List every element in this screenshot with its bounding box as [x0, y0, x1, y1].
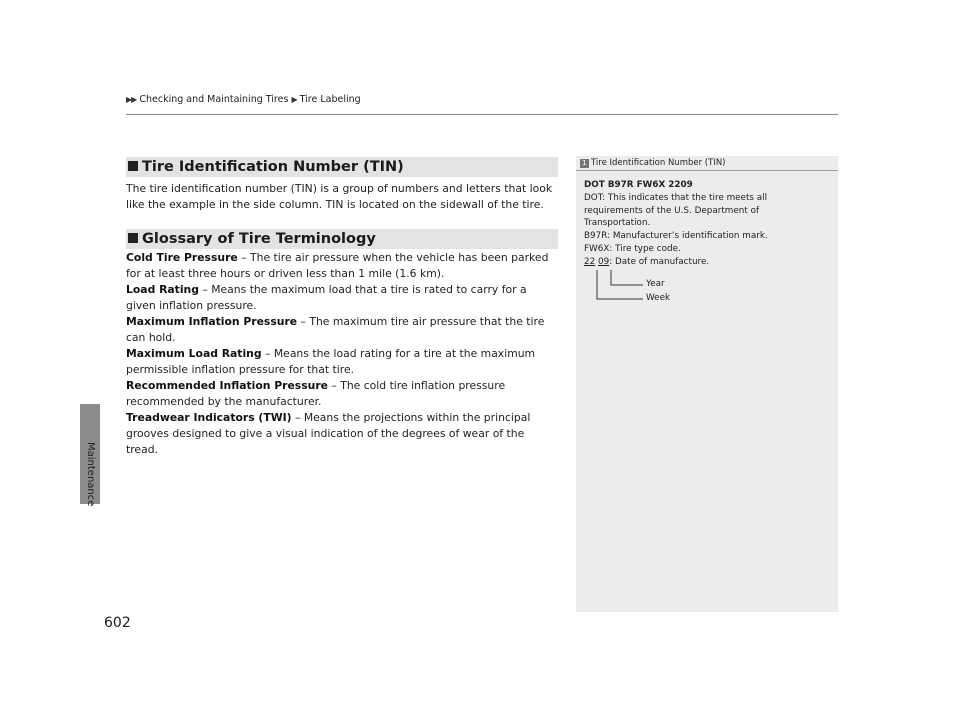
glossary-definition: – The maximum tire air pressure that the tire can hold. — [126, 315, 545, 344]
glossary-list — [126, 250, 558, 458]
sidebar-line: B97R: Manufacturer’s identification mark. — [584, 231, 768, 242]
glossary-item — [126, 282, 558, 314]
glossary-term: Load Rating — [126, 283, 199, 296]
section-heading-tin — [126, 157, 558, 177]
glossary-definition: – Means the maximum load that a tire is rated to carry for a given inflation pressure. — [126, 283, 527, 312]
glossary-term: Cold Tire Pressure — [126, 251, 238, 264]
week-label: Week — [646, 293, 671, 303]
glossary-definition: – The cold tire inflation pressure recommended by the manufacturer. — [126, 379, 506, 408]
section-heading-glossary — [126, 229, 558, 249]
breadcrumb-item-1[interactable]: Checking and Maintaining Tires — [139, 94, 289, 105]
breadcrumb — [126, 94, 361, 105]
date-suffix: : Date of manufacture. — [609, 256, 710, 267]
glossary-definition: – Means the load rating for a tire at the maximum permissible inflation pressure for that tire. — [126, 347, 536, 376]
glossary-item — [126, 346, 558, 378]
glossary-item — [126, 250, 558, 282]
sidebar-body — [584, 179, 834, 269]
tin-code-example: DOT B97R FW6X 2209 — [584, 180, 693, 190]
sidebar-line: Transportation. — [584, 218, 651, 229]
glossary-item — [126, 378, 558, 410]
sidebar-line: requirements of the U.S. Department of — [584, 205, 760, 216]
glossary-definition: – The tire air pressure when the vehicle has been parked for at least three hours or driven less than 1 mile (1.6 km). — [126, 251, 549, 280]
sidebar-title-text: Tire Identification Number (TIN) — [591, 158, 726, 168]
breadcrumb-arrow-icon: ▶ — [291, 95, 297, 104]
glossary-term: Recommended Inflation Pressure — [126, 379, 328, 392]
date-bracket-diagram — [576, 264, 696, 310]
heading-square-icon — [128, 233, 138, 243]
chapter-tab-label: Maintenance — [85, 442, 96, 507]
year-label: Year — [646, 279, 665, 289]
tin-paragraph — [126, 181, 558, 213]
glossary-term: Maximum Load Rating — [126, 347, 262, 360]
sidebar-line: FW6X: Tire type code. — [584, 243, 681, 254]
sidebar-title — [580, 158, 726, 168]
glossary-definition: – Means the projections within the principal grooves designed to give a visual indication of the degrees of wear of the tread. — [126, 411, 531, 456]
breadcrumb-item-2[interactable]: Tire Labeling — [299, 94, 361, 105]
sidebar-line: DOT: This indicates that the tire meets all — [584, 192, 768, 203]
page-number: 602 — [104, 615, 131, 631]
tin-paragraph-text: The tire identification number (TIN) is a group of numbers and letters that look like the example in the side column. TIN is located on the sidewall of the tire. — [126, 182, 553, 211]
sidebar-divider — [576, 170, 838, 171]
date-week-digits: 22 — [584, 256, 596, 267]
note-number-badge: 1 — [580, 159, 589, 168]
section-heading-text: Tire Identification Number (TIN) — [142, 159, 404, 175]
heading-square-icon — [128, 161, 138, 171]
breadcrumb-arrow-icon: ▶▶ — [126, 95, 137, 104]
section-heading-text: Glossary of Tire Terminology — [142, 231, 376, 247]
glossary-item — [126, 314, 558, 346]
glossary-term: Maximum Inflation Pressure — [126, 315, 298, 328]
glossary-item — [126, 410, 558, 458]
header-divider — [126, 114, 838, 115]
glossary-term: Treadwear Indicators (TWI) — [126, 411, 292, 424]
date-year-digits: 09 — [598, 256, 610, 267]
